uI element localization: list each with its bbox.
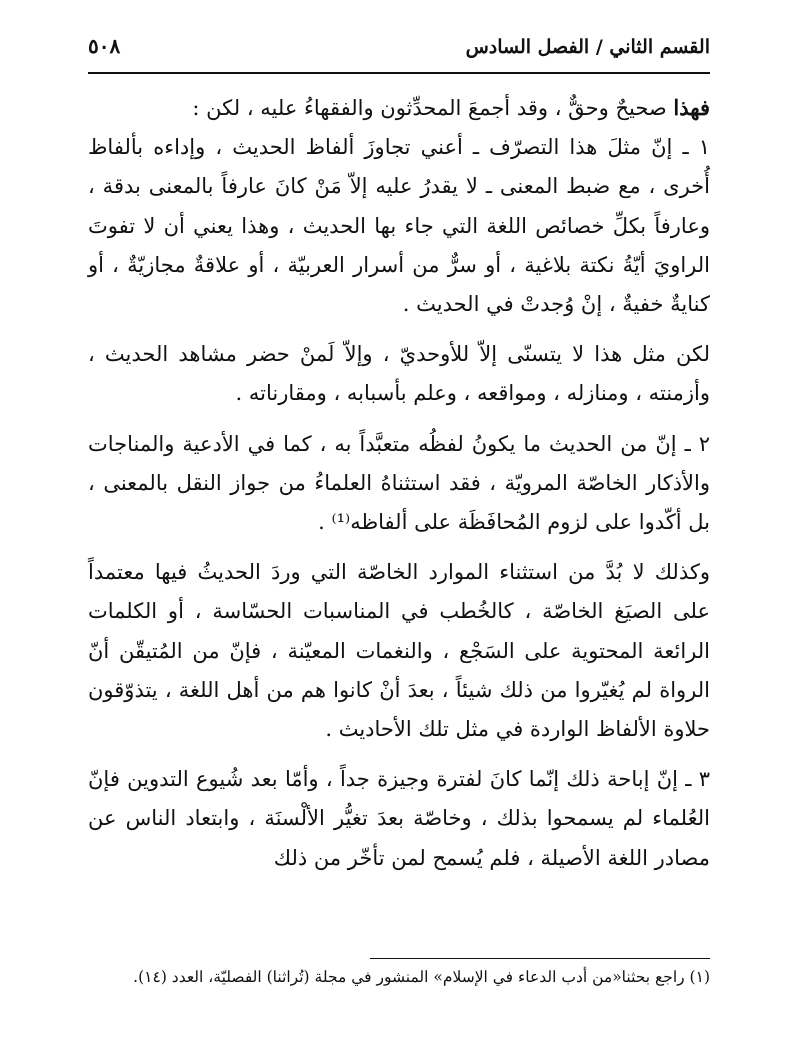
paragraph-intro bbox=[88, 88, 710, 128]
paragraph-point-2: ٢ ـ إنّ من الحديث ما يكونُ لفظُه متعبَّداً به ، كما في الأدعية والمناجات والأذكار الخاصّة المرويّة ، فقد استثناهُ العلماءُ من جواز النقل بالمعنى ، بل أكّدوا على لزوم المُحافَظَة على ألفاظه⁽¹⁾ . bbox=[88, 431, 710, 535]
page-number: ٥٠٨ bbox=[88, 34, 121, 58]
paragraph-point-1: ١ ـ إنّ مثلَ هذا التصرّف ـ أعني تجاوزَ ألفاظ الحديث ، وإداءه بألفاظ أُخرى ، مع ضبط المعنى ـ لا يقدرُ عليه إلاّ مَنْ كانَ عارفاً بالمعنى بدقة ، وعارفاً بكلِّ خصائص اللغة التي جاء بها الحديث ، وهذا يعني أن لا تفوتَ الراويَ أيّةُ نكتة بلاغية ، أو سرٌّ من أسرار العربيّة ، أو علاقةٌ مجازيّةٌ ، أو كنايةٌ خفيةٌ ، إنْ وُجدتْ في الحديث . bbox=[88, 135, 710, 317]
paragraph-intro-lead: فهذا bbox=[673, 95, 710, 120]
section-title: القسم الثاني / الفصل السادس bbox=[465, 36, 710, 58]
running-header bbox=[88, 32, 710, 64]
paragraph-point-3: ٣ ـ إنّ إباحة ذلك إنّما كانَ لفترة وجيزة جداً ، وأمّا بعد شُيوع التدوين فإنّ العُلماء لم يسمحوا بذلك ، وخاصّة بعدَ تغيُّر الألْسنَة ، وابتعاد الناس عن مصادر اللغة الأصيلة ، فلم يُسمح لمن تأخّر من ذلك bbox=[88, 767, 710, 870]
body-text bbox=[88, 88, 710, 878]
footnote: (١) راجع بحثنا«من أدب الدعاء في الإسلام» المنشور في مجلة (تُراثنا) الفصليّة، العدد (١٤). bbox=[133, 968, 710, 986]
paragraph-point-1-continued: لكن مثل هذا لا يتسنّى إلاّ للأوحديّ ، وإلاّ لَمنْ حضر مشاهد الحديث ، وأزمنته ، ومنازله ، ومواقعه ، وعلم بأسبابه ، ومقارناته . bbox=[88, 342, 710, 406]
footnote-rule bbox=[370, 958, 710, 959]
paragraph-point-2-continued: وكذلك لا بُدَّ من استثناء الموارد الخاصّة التي وردَ الحديثُ فيها معتمداً على الصيَغ الخاصّة ، كالخُطب في المناسبات الحسّاسة ، أو الكلمات الرائعة المحتوية على السَجْع ، والنغمات المعيّنة ، فإنّ من المُتيقّن أنّ الرواة لم يُغيّروا من ذلك شيئاً ، بعدَ أنْ كانوا هم من أهل اللغة ، يتذوّقون حلاوة الألفاظ الواردة في مثل تلك الأحاديث . bbox=[88, 560, 710, 742]
header-rule bbox=[88, 72, 710, 74]
paragraph-intro-text: صحيحٌ وحقٌّ ، وقد أجمعَ المحدِّثون والفقهاءُ عليه ، لكن : bbox=[192, 96, 674, 120]
